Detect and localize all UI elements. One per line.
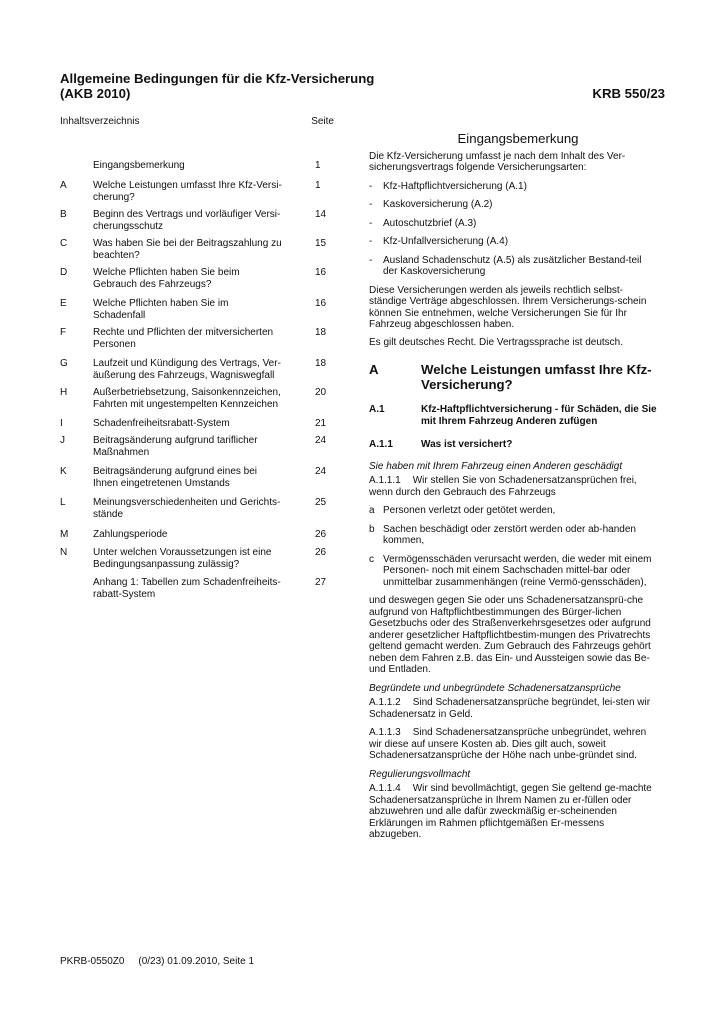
- list-item: [369, 255, 657, 278]
- toc-page-number: 26: [315, 529, 327, 540]
- toc-entry-text: Laufzeit und Kündigung des Vertrags, Ver-äußerung des Fahrzeugs, Wagniswegfall: [93, 358, 281, 381]
- toc-letter: I: [60, 418, 63, 429]
- toc-letter: M: [60, 529, 69, 540]
- eingang-paragraph-1: Diese Versicherungen werden als jeweils rechtlich selbst-ständige Verträge abgeschlossen. Ihrem Versicherungs-schein können Sie entnehmen, welche Versicherungen Sie für Ihr Fahrzeug abgeschlossen haben.: [369, 284, 647, 330]
- italic-heading: Begründete und unbegründete Schadenersatzansprüche: [369, 682, 621, 694]
- toc-letter: D: [60, 267, 68, 278]
- clause-number: A.1.1.3: [369, 727, 401, 738]
- section-a-number: A: [369, 362, 379, 377]
- toc-letter: L: [60, 497, 66, 508]
- toc-row: [60, 160, 334, 172]
- toc-page-number: 14: [315, 209, 327, 220]
- toc-row: [60, 529, 334, 541]
- list-item: [369, 199, 657, 211]
- list-item: [369, 181, 657, 193]
- toc-row: [60, 298, 334, 322]
- list-item: [369, 554, 657, 589]
- list-marker: -: [369, 217, 373, 229]
- subsection-title: Kfz-Haftpflichtversicherung - für Schäden, die Sie mit Ihrem Fahrzeug Anderen zufügen: [421, 404, 657, 427]
- toc-page-number: 1: [315, 160, 321, 171]
- toc-letter: A: [60, 180, 67, 191]
- toc-row: [60, 435, 334, 459]
- list-item: [369, 218, 657, 230]
- toc-page-number: 25: [315, 497, 327, 508]
- clause-number: A.1.1.4: [369, 783, 401, 794]
- table-of-contents: [60, 160, 334, 601]
- toc-entry-text: Beitragsänderung aufgrund eines bei Ihnen eingetretenen Umstands: [93, 466, 258, 489]
- list-item: [369, 236, 657, 248]
- italic-heading: Sie haben mit Ihrem Fahrzeug einen Anderen geschädigt: [369, 460, 623, 472]
- toc-letter: N: [60, 547, 68, 558]
- toc-row: [60, 209, 334, 233]
- toc-letter: K: [60, 466, 67, 477]
- list-item-text: Ausland Schadenschutz (A.5) als zusätzlicher Bestand-teil der Kaskoversicherung: [383, 254, 642, 277]
- list-item-text: Kfz-Haftpflichtversicherung (A.1): [383, 180, 527, 192]
- list-item-text: Autoschutzbrief (A.3): [383, 217, 477, 229]
- toc-page-number: 27: [315, 577, 327, 588]
- list-item: [369, 505, 657, 517]
- subsection-number: A.1.1: [369, 439, 393, 450]
- toc-entry-text: Eingangsbemerkung: [93, 160, 185, 171]
- section-a-title: Welche Leistungen umfasst Ihre Kfz-Versicherung?: [421, 362, 652, 392]
- toc-row: [60, 497, 334, 521]
- toc-page-number: 24: [315, 435, 327, 446]
- toc-entry-text: Außerbetriebsetzung, Saisonkennzeichen, Fahrten mit ungestempelten Kennzeichen: [93, 387, 281, 410]
- list-item-text: Vermögensschäden verursacht werden, die weder mit einem Personen- noch mit einem Sachschaden mittel-bar oder unmittelbar zusammenhängen (reine Vermö-gensschäden),: [383, 553, 652, 588]
- toc-page-number: 18: [315, 358, 327, 369]
- toc-row: [60, 387, 334, 411]
- clause-text: Sind Schadenersatzansprüche begründet, lei-sten wir Schadenersatz in Geld.: [369, 697, 651, 720]
- toc-row: [60, 466, 334, 490]
- document-code: KRB 550/23: [592, 86, 665, 101]
- toc-letter: E: [60, 298, 67, 309]
- toc-page-number: 18: [315, 327, 327, 338]
- toc-page-number: 21: [315, 418, 327, 429]
- toc-row: [60, 547, 334, 571]
- toc-page-number: 15: [315, 238, 327, 249]
- paragraph-after-list: und deswegen gegen Sie oder uns Schadenersatzansprü-che aufgrund von Haftpflichtbestimmungen des Bürger-lichen Gesetzbuchs oder des Straßenverkehrsgesetzes oder aufgrund anderer gesetzlicher Haftpflichtbestim-mungen des Privatrechts geltend gemacht werden. Zum Gebrauch des Fahrzeugs gehört neben dem Fahren z.B. das Ein- und Aussteigen sowie das Be- und Entladen.: [369, 595, 651, 675]
- clause-text: Sind Schadenersatzansprüche unbegründet, wehren wir diese auf unsere Kosten ab. Dies gilt auch, soweit Schadenersatzansprüche der Höhe nach unbe-gründet sind.: [369, 727, 647, 761]
- toc-entry-text: Rechte und Pflichten der mitversicherten Personen: [93, 327, 274, 350]
- toc-page-number: 16: [315, 267, 327, 278]
- toc-page-number: 24: [315, 466, 327, 477]
- list-item-text: Kfz-Unfallversicherung (A.4): [383, 236, 509, 247]
- paragraph-a114: [369, 783, 657, 841]
- list-item-text: Kaskoversicherung (A.2): [383, 199, 493, 210]
- toc-row: [60, 327, 334, 351]
- toc-row: [60, 577, 334, 601]
- eingang-heading: Eingangsbemerkung: [457, 131, 579, 146]
- toc-entry-text: Welche Pflichten haben Sie beim Gebrauch des Fahrzeugs?: [93, 267, 240, 290]
- toc-entry-text: Zahlungsperiode: [93, 529, 168, 540]
- section-a-heading: [369, 362, 657, 392]
- italic-heading: Regulierungsvollmacht: [369, 768, 471, 780]
- list-marker: a: [369, 505, 375, 516]
- toc-letter: B: [60, 209, 67, 220]
- toc-page-number: 26: [315, 547, 327, 558]
- title-line-2: (AKB 2010): [60, 86, 131, 101]
- list-item-text: Sachen beschädigt oder zerstört werden oder ab-handen kommen,: [383, 523, 636, 546]
- paragraph-a113: [369, 727, 657, 762]
- toc-row: [60, 238, 334, 262]
- toc-letter: G: [60, 358, 68, 369]
- paragraph-a112: [369, 697, 657, 720]
- toc-entry-text: Beginn des Vertrags und vorläufiger Versi-cherungsschutz: [93, 209, 281, 232]
- toc-row: [60, 180, 334, 204]
- list-item-text: Personen verletzt oder getötet werden,: [383, 505, 556, 516]
- list-marker: b: [369, 523, 375, 535]
- toc-entry-text: Unter welchen Voraussetzungen ist eine Bedingungsanpassung zulässig?: [93, 547, 272, 570]
- page-footer: PKRB-0550Z0 (0/23) 01.09.2010, Seite 1: [60, 956, 255, 967]
- eingang-paragraph-2: Es gilt deutsches Recht. Die Vertragssprache ist deutsch.: [369, 336, 624, 348]
- toc-row: [60, 358, 334, 382]
- toc-entry-text: Welche Pflichten haben Sie im Schadenfall: [93, 298, 229, 321]
- toc-header: [60, 116, 334, 127]
- clause-number: A.1.1.2: [369, 697, 401, 708]
- list-marker: c: [369, 553, 374, 565]
- toc-heading: Inhaltsverzeichnis: [60, 116, 140, 127]
- toc-letter: C: [60, 238, 68, 249]
- toc-entry-text: Was haben Sie bei der Beitragszahlung zu beachten?: [93, 238, 282, 261]
- toc-entry-text: Beitragsänderung aufgrund tariflicher Maßnahmen: [93, 435, 258, 458]
- subsection-a1-heading: [369, 404, 657, 427]
- toc-page-number: 1: [315, 180, 321, 191]
- toc-letter: F: [60, 327, 67, 338]
- toc-row: [60, 267, 334, 291]
- toc-page-heading: Seite: [311, 116, 334, 127]
- eingang-intro: Die Kfz-Versicherung umfasst je nach dem Inhalt des Ver-sicherungsvertrags folgende Versicherungsarten:: [369, 150, 626, 173]
- title-line-1: Allgemeine Bedingungen für die Kfz-Versicherung: [60, 71, 375, 86]
- subsection-a11-heading: [369, 439, 657, 451]
- toc-page-number: 16: [315, 298, 327, 309]
- subsection-title: Was ist versichert?: [421, 439, 513, 450]
- list-marker: -: [369, 254, 373, 266]
- subsection-number: A.1: [369, 404, 385, 415]
- list-marker: -: [369, 236, 373, 247]
- toc-entry-text: Welche Leistungen umfasst Ihre Kfz-Versi-cherung?: [93, 180, 282, 203]
- toc-letter: H: [60, 387, 68, 398]
- toc-page-number: 20: [315, 387, 327, 398]
- toc-entry-text: Schadenfreiheitsrabatt-System: [93, 418, 230, 429]
- toc-letter: [60, 160, 93, 172]
- toc-entry-text: Anhang 1: Tabellen zum Schadenfreiheits-rabatt-System: [93, 577, 281, 600]
- list-marker: -: [369, 180, 373, 192]
- toc-letter: J: [60, 435, 65, 446]
- toc-row: [60, 418, 334, 430]
- clause-text: Wir sind bevollmächtigt, gegen Sie geltend ge-machte Schadenersatzansprüche in Ihrem Namen zu er-füllen oder abzuwehren und alle dafür zweckmäßig er-scheinenden Erklärungen im Rahmen pflichtgemäßen Er-messens abzugeben.: [369, 783, 652, 840]
- clause-number: A.1.1.1: [369, 475, 401, 486]
- toc-letter: [60, 577, 93, 601]
- document-title: [60, 71, 374, 101]
- paragraph-a111: [369, 475, 657, 498]
- toc-entry-text: Meinungsverschiedenheiten und Gerichts-stände: [93, 497, 281, 520]
- list-item: [369, 524, 657, 547]
- clause-text: Wir stellen Sie von Schadenersatzansprüchen frei, wenn durch den Gebrauch des Fahrzeugs: [369, 475, 637, 498]
- right-column: [369, 133, 657, 841]
- list-marker: -: [369, 199, 373, 210]
